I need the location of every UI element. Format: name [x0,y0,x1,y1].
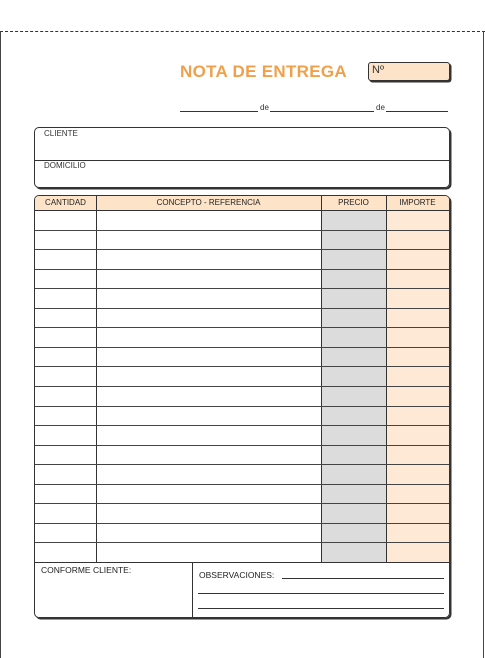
column-divider [386,196,387,562]
date-year-line[interactable] [386,111,448,112]
observaciones-line[interactable] [282,578,444,579]
date-month-line[interactable] [270,111,374,112]
table-row-line [35,464,449,465]
page-edge-left [0,31,1,658]
header-cantidad: CANTIDAD [45,198,86,207]
date-row [0,99,485,115]
table-row-line [35,230,449,231]
observaciones-line[interactable] [198,608,444,609]
table-row-line [35,386,449,387]
observaciones-label: OBSERVACIONES: [199,570,275,580]
table-row-line [35,445,449,446]
table-row-line [35,288,449,289]
column-divider [96,196,97,562]
number-label: Nº [372,64,384,76]
table-row-line [35,523,449,524]
number-field[interactable] [368,62,450,81]
table-row-line [35,503,449,504]
observaciones-line[interactable] [198,593,444,594]
date-separator-2: de [376,103,385,112]
table-row-line [35,542,449,543]
table-row-line [35,308,449,309]
cliente-label: CLIENTE [44,129,78,138]
client-box [34,127,450,188]
table-row-line [35,406,449,407]
table-row-line [35,366,449,367]
footer-divider [35,562,449,563]
date-day-line[interactable] [180,111,258,112]
table-row-line [35,249,449,250]
column-divider [321,196,322,562]
conforme-cliente-label: CONFORME CLIENTE: [41,565,132,575]
header-importe: IMPORTE [399,198,436,207]
page-title: NOTA DE ENTREGA [180,62,347,81]
table-row-line [35,327,449,328]
footer-column-divider [192,562,193,617]
header-concepto: CONCEPTO - REFERENCIA [156,198,261,207]
header-precio: PRECIO [338,198,369,207]
table-row-line [35,425,449,426]
domicilio-label: DOMICILIO [44,161,86,170]
client-divider [35,160,449,161]
items-table [34,195,450,618]
date-separator-1: de [260,103,269,112]
table-row-line [35,347,449,348]
table-row-line [35,269,449,270]
cut-line [0,31,485,32]
table-row-line [35,484,449,485]
page-edge-right [483,31,484,658]
